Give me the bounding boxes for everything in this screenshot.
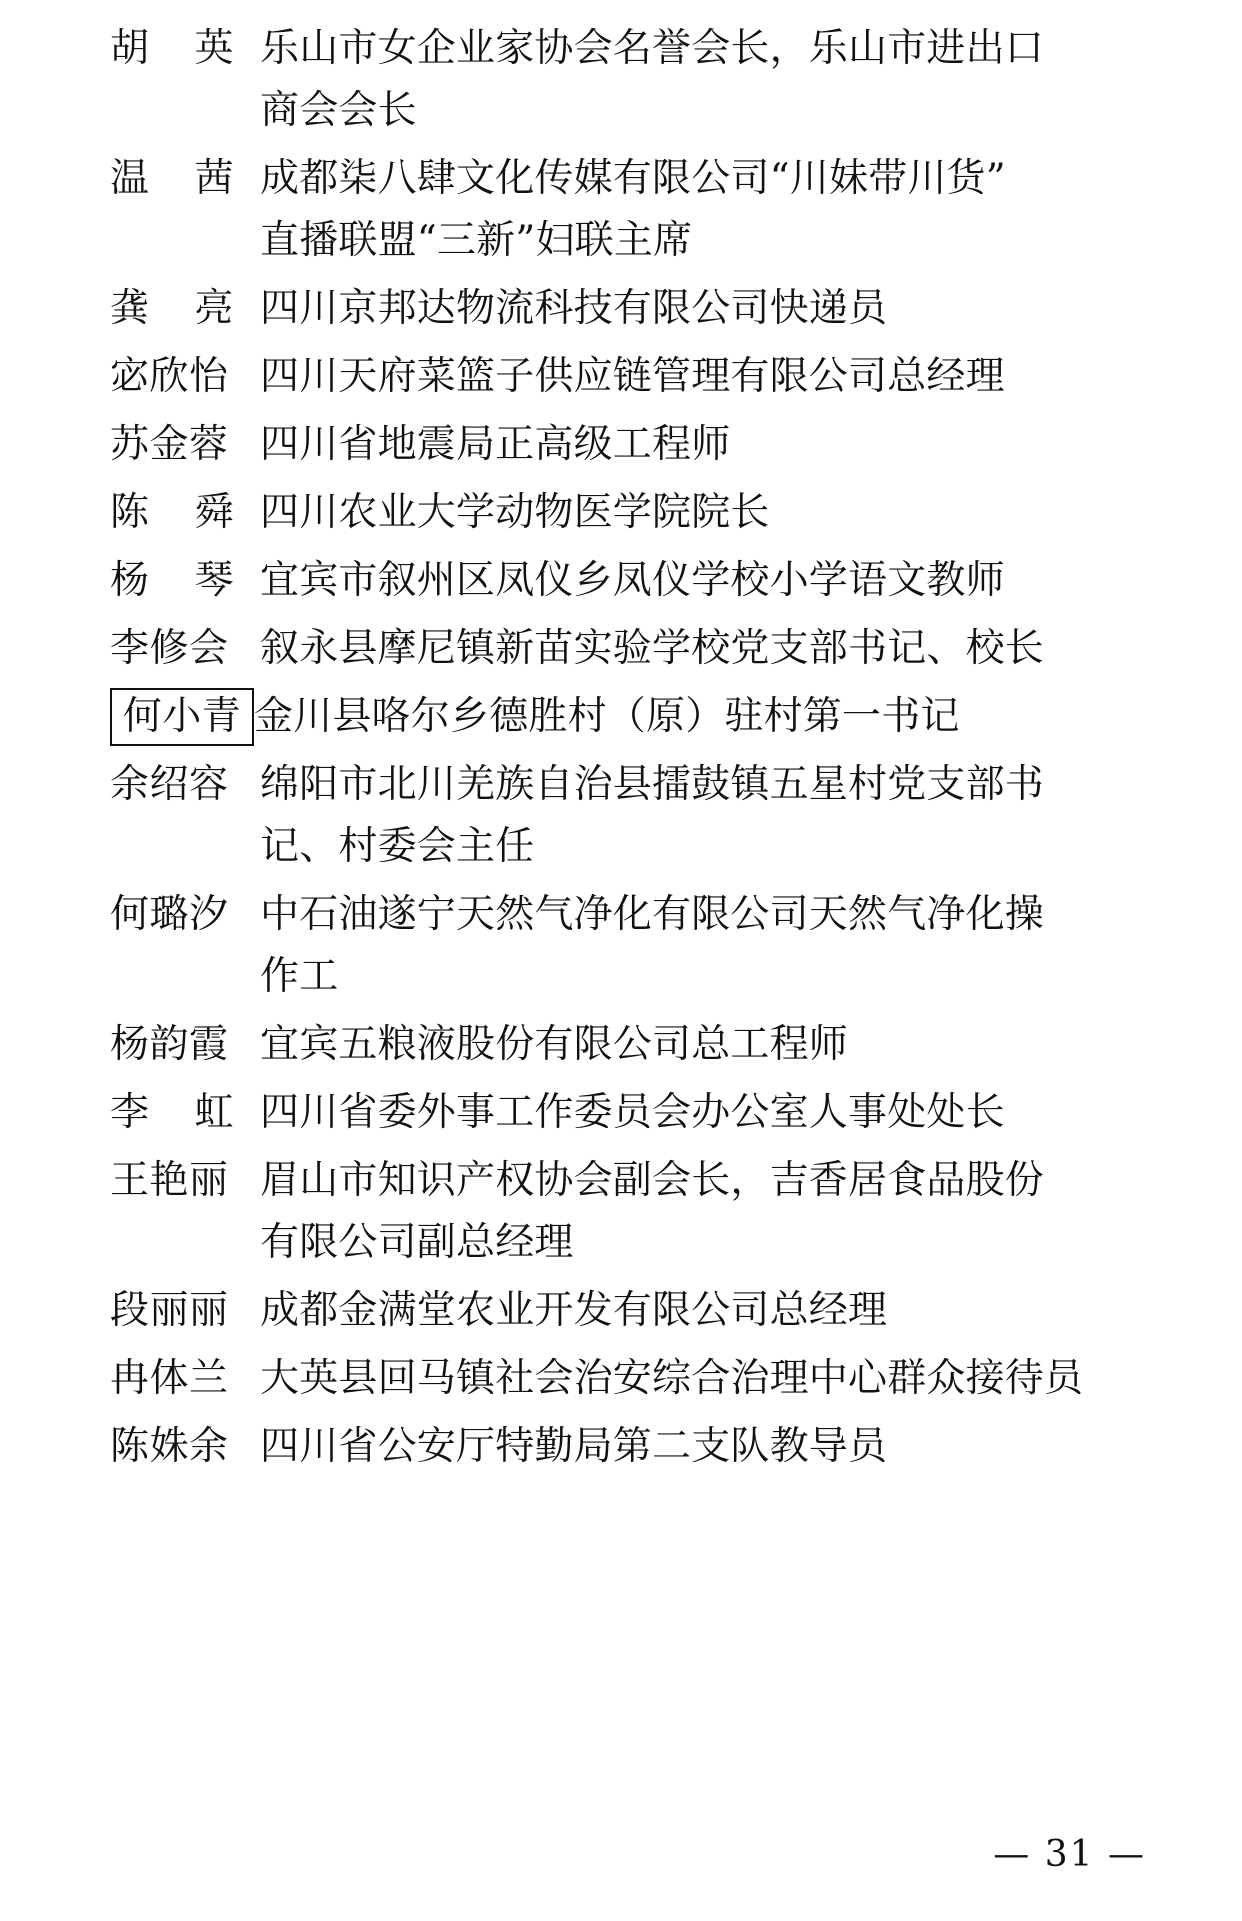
recipient-title-line: 叙永县摩尼镇新苗实验学校党支部书记、校长 bbox=[260, 626, 1045, 671]
recipient-title-line: 记、村委会主任 bbox=[260, 824, 535, 869]
recipient-title bbox=[260, 414, 1146, 476]
recipient-title bbox=[260, 1348, 1146, 1410]
list-item bbox=[110, 482, 1146, 544]
recipient-name: 段丽丽 bbox=[110, 1288, 229, 1333]
list-item bbox=[110, 754, 1146, 878]
recipient-title-line: 乐山市女企业家协会名誉会长，乐山市进出口 bbox=[260, 26, 1045, 71]
list-item bbox=[110, 278, 1146, 340]
recipient-title-line: 金川县咯尔乡德胜村（原）驻村第一书记 bbox=[254, 694, 960, 739]
recipient-title bbox=[260, 278, 1146, 340]
recipient-name: 温茜 bbox=[110, 156, 234, 201]
recipient-title-line: 四川天府菜篮子供应链管理有限公司总经理 bbox=[260, 354, 1005, 399]
recipient-title bbox=[260, 1416, 1146, 1478]
list-item bbox=[110, 346, 1146, 408]
recipient-title-line: 四川省地震局正高级工程师 bbox=[260, 422, 731, 467]
list-item bbox=[110, 1348, 1146, 1410]
award-recipient-list bbox=[110, 18, 1146, 1478]
recipient-title bbox=[260, 1014, 1146, 1076]
recipient-title bbox=[260, 18, 1146, 142]
recipient-name: 何璐汐 bbox=[110, 892, 229, 937]
recipient-title-line: 绵阳市北川羌族自治县擂鼓镇五星村党支部书 bbox=[260, 762, 1045, 807]
recipient-name: 宓欣怡 bbox=[110, 354, 229, 399]
list-item bbox=[110, 618, 1146, 680]
recipient-title-line: 宜宾市叙州区凤仪乡凤仪学校小学语文教师 bbox=[260, 558, 1005, 603]
recipient-title bbox=[260, 1082, 1146, 1144]
recipient-name-highlighted: 何小青 bbox=[110, 688, 254, 746]
recipient-title bbox=[260, 618, 1146, 680]
recipient-name: 王艳丽 bbox=[110, 1158, 229, 1203]
recipient-name: 苏金蓉 bbox=[110, 422, 229, 467]
list-item bbox=[110, 148, 1146, 272]
recipient-title-line: 四川农业大学动物医学院院长 bbox=[260, 490, 770, 535]
recipient-title-line: 作工 bbox=[260, 954, 339, 999]
recipient-name: 胡英 bbox=[110, 26, 234, 71]
recipient-name: 李修会 bbox=[110, 626, 229, 671]
list-item bbox=[110, 1150, 1146, 1274]
recipient-title bbox=[260, 482, 1146, 544]
recipient-title-line: 眉山市知识产权协会副会长，吉香居食品股份 bbox=[260, 1158, 1045, 1203]
recipient-title bbox=[260, 1150, 1146, 1274]
recipient-title bbox=[260, 1280, 1146, 1342]
recipient-title bbox=[260, 550, 1146, 612]
recipient-title-line: 成都柒八肆文化传媒有限公司“川妹带川货” bbox=[260, 156, 1006, 201]
list-item bbox=[110, 884, 1146, 1008]
recipient-title bbox=[260, 754, 1146, 878]
recipient-title-line: 大英县回马镇社会治安综合治理中心群众接待员 bbox=[260, 1356, 1084, 1401]
list-item bbox=[110, 550, 1146, 612]
recipient-title-line: 四川省公安厅特勤局第二支队教导员 bbox=[260, 1424, 888, 1469]
list-item bbox=[110, 686, 1146, 748]
list-item bbox=[110, 1416, 1146, 1478]
recipient-title bbox=[254, 686, 1146, 748]
recipient-title-line: 商会会长 bbox=[260, 88, 417, 133]
list-item bbox=[110, 1014, 1146, 1076]
recipient-title bbox=[260, 346, 1146, 408]
list-item bbox=[110, 18, 1146, 142]
list-item bbox=[110, 1082, 1146, 1144]
page-number: — 31 — bbox=[993, 1834, 1146, 1875]
recipient-name: 杨琴 bbox=[110, 558, 234, 603]
list-item bbox=[110, 414, 1146, 476]
recipient-title-line: 有限公司副总经理 bbox=[260, 1220, 574, 1265]
recipient-title-line: 宜宾五粮液股份有限公司总工程师 bbox=[260, 1022, 849, 1067]
recipient-title-line: 四川省委外事工作委员会办公室人事处处长 bbox=[260, 1090, 1005, 1135]
recipient-name: 陈舜 bbox=[110, 490, 234, 535]
recipient-title bbox=[260, 148, 1146, 272]
recipient-name: 陈姝余 bbox=[110, 1424, 229, 1469]
recipient-title bbox=[260, 884, 1146, 1008]
list-item bbox=[110, 1280, 1146, 1342]
recipient-name: 杨韵霞 bbox=[110, 1022, 229, 1067]
recipient-name: 李虹 bbox=[110, 1090, 234, 1135]
recipient-name: 龚亮 bbox=[110, 286, 234, 331]
recipient-title-line: 四川京邦达物流科技有限公司快递员 bbox=[260, 286, 888, 331]
recipient-name: 余绍容 bbox=[110, 762, 229, 807]
recipient-title-line: 中石油遂宁天然气净化有限公司天然气净化操 bbox=[260, 892, 1045, 937]
recipient-title-line: 直播联盟“三新”妇联主席 bbox=[260, 218, 693, 263]
recipient-name: 冉体兰 bbox=[110, 1356, 229, 1401]
recipient-title-line: 成都金满堂农业开发有限公司总经理 bbox=[260, 1288, 888, 1333]
